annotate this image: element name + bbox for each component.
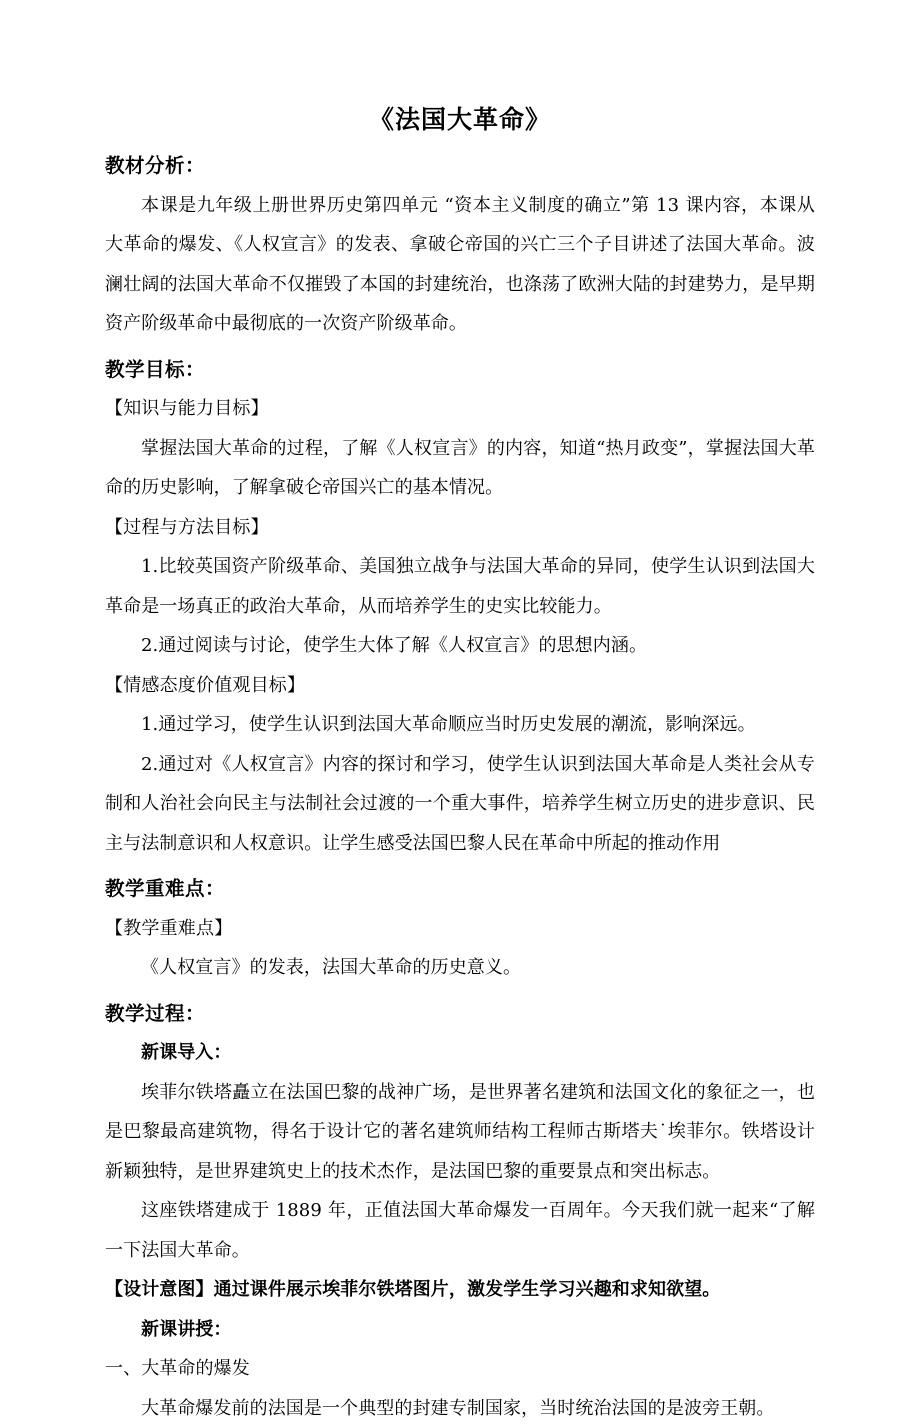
section-teaching-objectives (105, 344, 815, 864)
list-item: 2.通过对《人权宣言》内容的探讨和学习，使学生认识到法国大革命是人类社会从专制和人治社会向民主与法制社会过渡的一个重大事件，培养学生树立历史的进步意识、民主与法制意识和人权意识。让学生感受法国巴黎人民在革命中所起的推动作用 (105, 745, 815, 864)
section-heading: 教学过程： (105, 988, 815, 1034)
subsection-heading: 【知识与能力目标】 (105, 389, 815, 429)
page-title: 《法国大革命》 (105, 0, 815, 140)
section-heading: 教学重难点： (105, 863, 815, 909)
paragraph: 《人权宣言》的发表，法国大革命的历史意义。 (105, 948, 815, 988)
paragraph: 这座铁塔建成于 1889 年，正值法国大革命爆发一百周年。今天我们就一起来“了解一下法国大革命。 (105, 1191, 815, 1270)
topic-heading-revolution-outbreak: 一、大革命的爆发 (105, 1349, 815, 1389)
list-item: 1.比较英国资产阶级革命、美国独立战争与法国大革命的异同，使学生认识到法国大革命是一场真正的政治大革命，从而培养学生的史实比较能力。 (105, 547, 815, 626)
list-item: 2.通过阅读与讨论，使学生大体了解《人权宣言》的思想内涵。 (105, 626, 815, 666)
section-teaching-process (105, 988, 815, 1428)
subsection-heading-new-lesson-intro: 新课导入： (105, 1033, 815, 1073)
subsection-heading: 【教学重难点】 (105, 909, 815, 949)
section-heading: 教材分析： (105, 140, 815, 186)
section-key-difficult-points (105, 863, 815, 988)
section-heading: 教学目标： (105, 344, 815, 390)
subsection-heading: 【过程与方法目标】 (105, 508, 815, 548)
paragraph: 掌握法国大革命的过程，了解《人权宣言》的内容，知道“热月政变”，掌握法国大革命的历史影响，了解拿破仑帝国兴亡的基本情况。 (105, 429, 815, 508)
subsection-heading: 【情感态度价值观目标】 (105, 666, 815, 706)
subsection-heading-new-lesson-teaching: 新课讲授： (105, 1310, 815, 1350)
design-intent-note: 【设计意图】通过课件展示埃菲尔铁塔图片，激发学生学习兴趣和求知欲望。 (105, 1270, 815, 1310)
paragraph: 本课是九年级上册世界历史第四单元 “资本主义制度的确立”第 13 课内容，本课从大革命的爆发、《人权宣言》的发表、拿破仑帝国的兴亡三个子目讲述了法国大革命。波澜壮阔的法国大革命不仅摧毁了本国的封建统治，也涤荡了欧洲大陆的封建势力，是早期资产阶级革命中最彻底的一次资产阶级革命。 (105, 186, 815, 344)
paragraph: 大革命爆发前的法国是一个典型的封建专制国家，当时统治法国的是波旁王朝。 (105, 1389, 815, 1428)
list-item: 1.通过学习，使学生认识到法国大革命顺应当时历史发展的潮流，影响深远。 (105, 705, 815, 745)
section-teaching-material-analysis (105, 140, 815, 344)
paragraph: 埃菲尔铁塔矗立在法国巴黎的战神广场，是世界著名建筑和法国文化的象征之一，也是巴黎最高建筑物，得名于设计它的著名建筑师结构工程师古斯塔夫˙埃菲尔。铁塔设计新颖独特，是世界建筑史上的技术杰作，是法国巴黎的重要景点和突出标志。 (105, 1073, 815, 1192)
